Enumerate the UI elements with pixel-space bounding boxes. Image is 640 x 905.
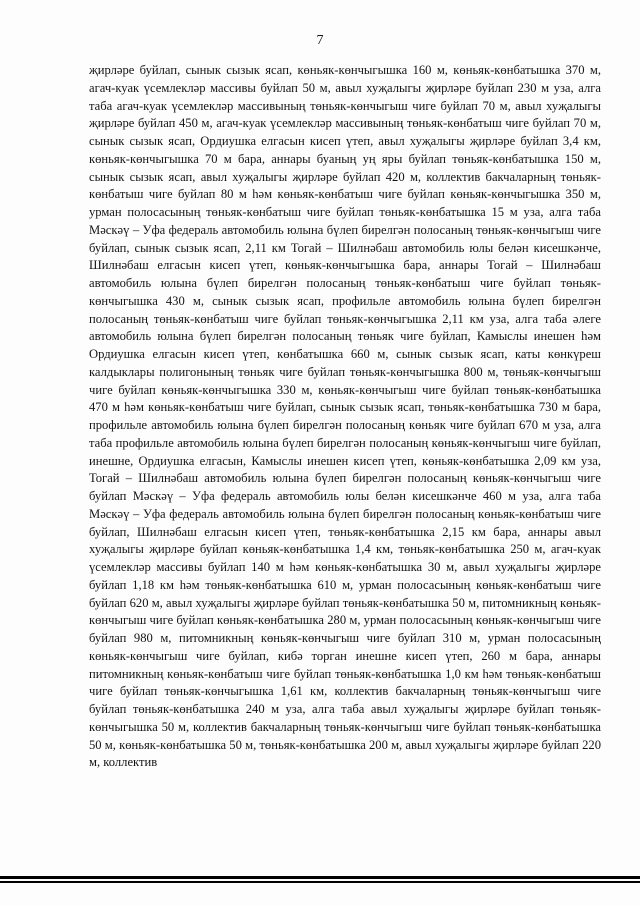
scan-edge-line xyxy=(0,881,640,883)
page-number: 7 xyxy=(316,33,324,48)
body-paragraph: җирләре буйлап, сынык сызык ясап, көньяк-көнчыгышка 160 м, көньяк-көнбатышка 370 м, агач-куак үсемлекләр массивы буйлап 50 м, авыл хуҗалыгы җирләре буйлап 230 м уза, алга таба агач-куак үсемлекләр массивының төньяк-көнчыгыш чиге буйлап 70 м, авыл хуҗалыгы җирләре буйлап 450 м, агач-куак үсемлекләр массивының төньяк-көнбатыш чиге буйлап 70 м, сынык сызык ясап, Ордиушка елгасын кисеп үтеп, авыл хуҗалыгы җирләре буйлап 3,4 км, көньяк-көнчыгышка 70 м бара, аннары буаның уң яры буйлап төньяк-көнбатышка 150 м, сынык сызык ясап, авыл хуҗалыгы җирләре буйлап 420 м, коллектив бакчаларның төньяк-көнбатыш чиге буйлап 80 м һәм көньяк-көнбатыш чиге буйлап көньяк-көнчыгышка 350 м, урман полосасының төньяк-көнбатыш чиге буйлап төньяк-көнбатышка 15 м уза, алга таба Мәскәү – Уфа федераль автомобиль юлына бүлеп бирелгән полосаның төньяк-көнчыгыш чиге буйлап, сынык сызык ясап, 2,11 км Тогай – Шилнәбаш автомобиль юлы белән кисешкәнче, Шилнәбаш елгасын кисеп үтеп, көньяк-көнчыгышка бара, аннары Тогай – Шилнәбаш автомобиль юлына бүлеп бирелгән полосаның төньяк-көнбатыш чиге буйлап төньяк-көнчыгышка 430 м, сынык сызык ясап, профильле автомобиль юлына бүлеп бирелгән полосаның төньяк-көнбатыш чиге буйлап төньяк-көнчыгышка 2,11 км уза, алга таба әлеге автомобиль юлына бүлеп бирелгән полосаның төньяк чиге буйлап, Камыслы инешен һәм Ордиушка елгасын кисеп үтеп, көнбатышка 660 м, сынык сызык ясап, каты көнкүреш калдыклары полигонының төньяк чиге буйлап төньяк-көнчыгышка 800 м, төньяк-көнчыгыш чиге буйлап көньяк-көнчыгышка 330 м, көньяк-көнчыгыш чиге буйлап төньяк-көнбатышка 470 м һәм көньяк-көнбатыш чиге буйлап, сынык сызык ясап, төньяк-көнбатышка 730 м бара, профильле автомобиль юлына бүлеп бирелгән полосаның көньяк чиге буйлап 670 м уза, алга таба профильле автомобиль юлына бүлеп бирелгән полосаның көньяк-көнчыгыш чиге буйлап, инешне, Ордиушка елгасын, Камыслы инешен кисеп үтеп, көньяк-көнбатышка 2,09 км уза, Тогай – Шилнәбаш автомобиль юлына бүлеп бирелгән полосаның көньяк-көнчыгыш чиге буйлап Мәскәү – Уфа федераль автомобиль юлы белән кисешкәнче 460 м уза, алга таба Мәскәү – Уфа федераль автомобиль юлына бүлеп бирелгән полосаның көньяк-көнбатыш чиге буйлап, Шилнәбаш елгасын кисеп үтеп, төньяк-көнбатышка 2,15 км бара, аннары авыл хуҗалыгы җирләре буйлап көньяк-көнбатышка 1,4 км, төньяк-көнбатышка 250 м, агач-куак үсемлекләр массивы буйлап 140 м һәм көньяк-көнбатышка 30 м, авыл хуҗалыгы җирләре буйлап 1,18 км һәм төньяк-көнбатышка 610 м, урман полосасының көньяк-көнбатыш чиге буйлап 620 м, авыл хуҗалыгы җирләре буйлап төньяк-көнбатышка 50 м, питомникның көньяк-көнчыгыш чиге буйлап көньяк-көнбатышка 280 м, урман полосасының көньяк-көнчыгыш чиге буйлап 980 м, питомникның көньяк-көнчыгыш чиге буйлап 310 м, урман полосасының көньяк-көнчыгыш чиге буйлап, кибә торган инешне кисеп үтеп, 260 м бара, аннары питомникның көньяк-көнбатыш чиге буйлап төньяк-көнбатышка 1,0 км һәм төньяк-көнбатыш чиге буйлап төньяк-көнчыгышка 1,61 км, коллектив бакчаларның төньяк-көнчыгыш чиге буйлап төньяк-көнбатышка 240 м уза, алга таба авыл хуҗалыгы җирләре буйлап төньяк-көнчыгышка 50 м, коллектив бакчаларның төньяк-көнчыгыш чиге буйлап төньяк-көнбатышка 50 м, көньяк-көнбатышка 50 м, төньяк-көнбатышка 200 м, авыл хуҗалыгы җирләре буйлап 220 м, коллектив xyxy=(89,63,601,770)
scan-edge-line xyxy=(0,876,640,879)
